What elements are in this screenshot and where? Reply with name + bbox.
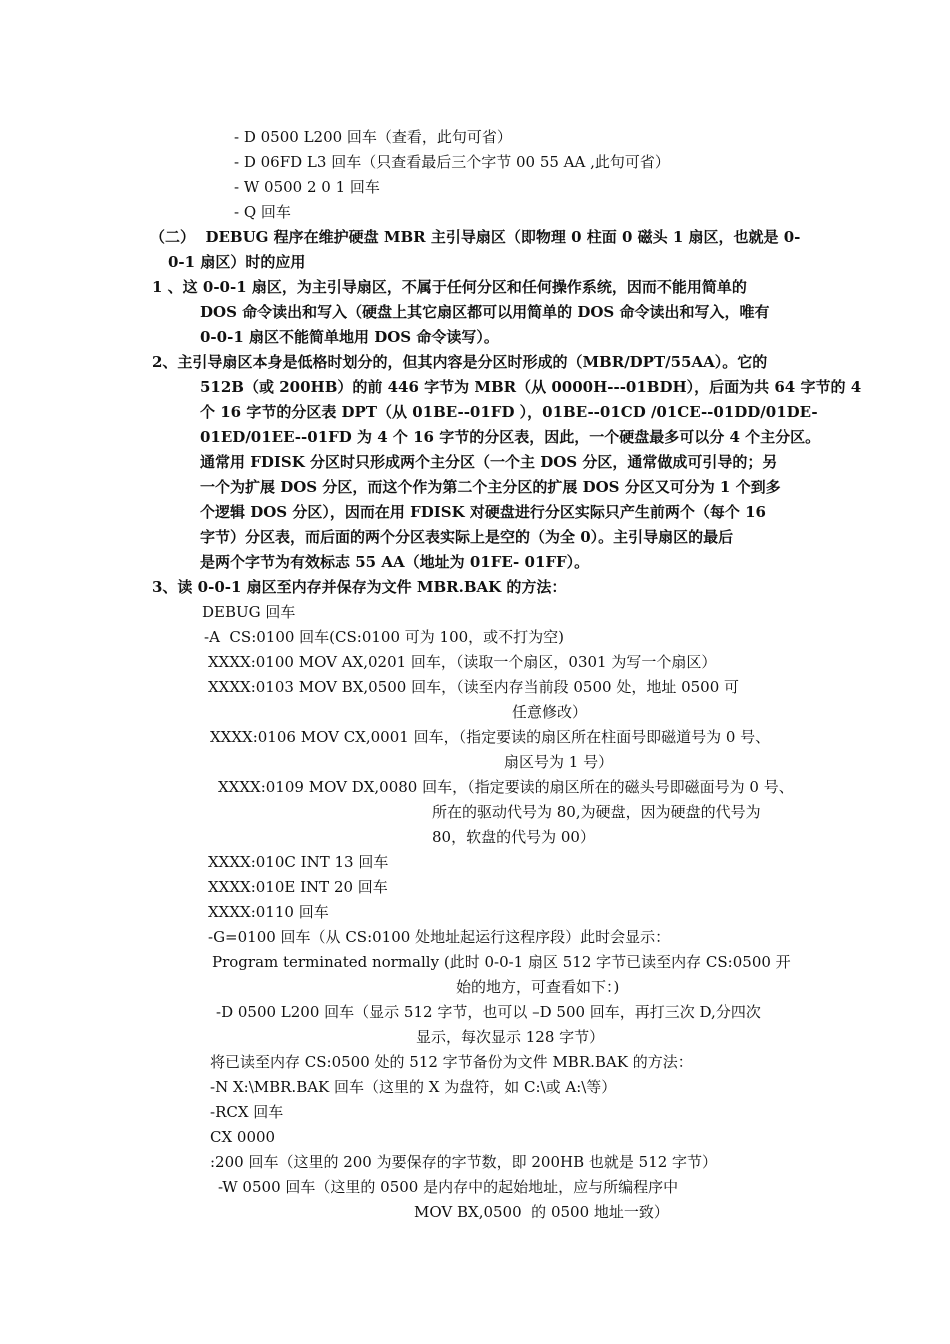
text-line: -A CS:0100 回车(CS:0100 可为 100，或不打为空) — [204, 628, 565, 646]
text-line: XXXX:0110 回车 — [208, 903, 329, 921]
text-line: 01ED/01EE--01FD 为 4 个 16 字节的分区表，因此，一个硬盘最多可以分 4 个主分区。 — [200, 428, 821, 446]
text-line: DOS 命令读出和写入（硬盘上其它扇区都可以用简单的 DOS 命令读出和写入，唯有 — [200, 303, 770, 321]
text-line: -RCX 回车 — [210, 1103, 284, 1121]
section-heading: （二） DEBUG 程序在维护硬盘 MBR 主引导扇区（即物理 0 柱面 0 磁头 1 扇区，也就是 0- — [150, 228, 801, 246]
text-line: MOV BX,0500 的 0500 地址一致） — [414, 1203, 669, 1221]
text-line: 显示，每次显示 128 字节） — [416, 1028, 605, 1046]
text-line: :200 回车（这里的 200 为要保存的字节数，即 200HB 也就是 512 字节） — [210, 1153, 718, 1171]
text-line: 将已读至内存 CS:0500 处的 512 字节备份为文件 MBR.BAK 的方法： — [210, 1053, 693, 1071]
text-line: 是两个字节为有效标志 55 AA（地址为 01FE- 01FF）。 — [200, 553, 590, 571]
text-line: - W 0500 2 0 1 回车 — [234, 178, 380, 196]
text-line: XXXX:0103 MOV BX,0500 回车，（读至内存当前段 0500 处，地址 0500 可 — [208, 678, 740, 696]
text-line: 通常用 FDISK 分区时只形成两个主分区（一个主 DOS 分区，通常做成可引导的；另 — [200, 453, 778, 471]
text-line: 始的地方，可查看如下：) — [456, 978, 620, 996]
text-line: 512B（或 200HB）的前 446 字节为 MBR（从 0000H---01BDH），后面为共 64 字节的 4 — [200, 378, 862, 396]
text-line: 任意修改） — [512, 703, 588, 721]
text-line: -N X:\MBR.BAK 回车（这里的 X 为盘符，如 C:\或 A:\等） — [210, 1078, 617, 1096]
text-line: 2、主引导扇区本身是低格时划分的，但其内容是分区时形成的（MBR/DPT/55AA）。它的 — [152, 353, 768, 371]
text-line: Program terminated normally (此时 0-0-1 扇区 512 字节已读至内存 CS:0500 开 — [212, 953, 791, 971]
text-line: 3、读 0-0-1 扇区至内存并保存为文件 MBR.BAK 的方法： — [152, 578, 567, 596]
text-line: 一个为扩展 DOS 分区，而这个作为第二个主分区的扩展 DOS 分区又可分为 1 个到多 — [200, 478, 781, 496]
text-line: 个逻辑 DOS 分区），因而在用 FDISK 对硬盘进行分区实际只产生前两个（每个 16 — [200, 503, 766, 521]
text-line: XXXX:0109 MOV DX,0080 回车，（指定要读的扇区所在的磁头号即磁面号为 0 号、 — [218, 778, 794, 796]
text-line: 扇区号为 1 号） — [504, 753, 614, 771]
text-line: XXXX:010E INT 20 回车 — [208, 878, 388, 896]
text-line: 0-0-1 扇区不能简单地用 DOS 命令读写）。 — [200, 328, 499, 346]
text-line: 字节）分区表，而后面的两个分区表实际上是空的（为全 0）。主引导扇区的最后 — [200, 528, 734, 546]
text-line: XXXX:0106 MOV CX,0001 回车，（指定要读的扇区所在柱面号即磁道号为 0 号、 — [210, 728, 771, 746]
text-line: -G=0100 回车（从 CS:0100 处地址起运行这程序段）此时会显示： — [208, 928, 671, 946]
text-line: - Q 回车 — [234, 203, 291, 221]
text-line: XXXX:0100 MOV AX,0201 回车，（读取一个扇区，0301 为写一个扇区） — [208, 653, 717, 671]
text-line: - D 06FD L3 回车（只查看最后三个字节 00 55 AA ,此句可省） — [234, 153, 670, 171]
text-line: 所在的驱动代号为 80,为硬盘，因为硬盘的代号为 — [432, 803, 761, 821]
text-line: -D 0500 L200 回车（显示 512 字节，也可以 –D 500 回车，再打三次 D,分四次 — [216, 1003, 761, 1021]
text-line: XXXX:010C INT 13 回车 — [208, 853, 389, 871]
text-line: 1 、这 0-0-1 扇区，为主引导扇区，不属于任何分区和任何操作系统，因而不能用简单的 — [152, 278, 747, 296]
text-line: 个 16 字节的分区表 DPT（从 01BE--01FD ），01BE--01CD /01CE--01DD/01DE- — [200, 403, 818, 421]
text-line: - D 0500 L200 回车（查看，此句可省） — [234, 128, 512, 146]
text-line: -W 0500 回车（这里的 0500 是内存中的起始地址，应与所编程序中 — [218, 1178, 679, 1196]
text-line: CX 0000 — [210, 1128, 276, 1146]
text-line: DEBUG 回车 — [202, 603, 296, 621]
section-heading-cont: 0-1 扇区）时的应用 — [168, 253, 306, 271]
text-line: 80，软盘的代号为 00） — [432, 828, 595, 846]
